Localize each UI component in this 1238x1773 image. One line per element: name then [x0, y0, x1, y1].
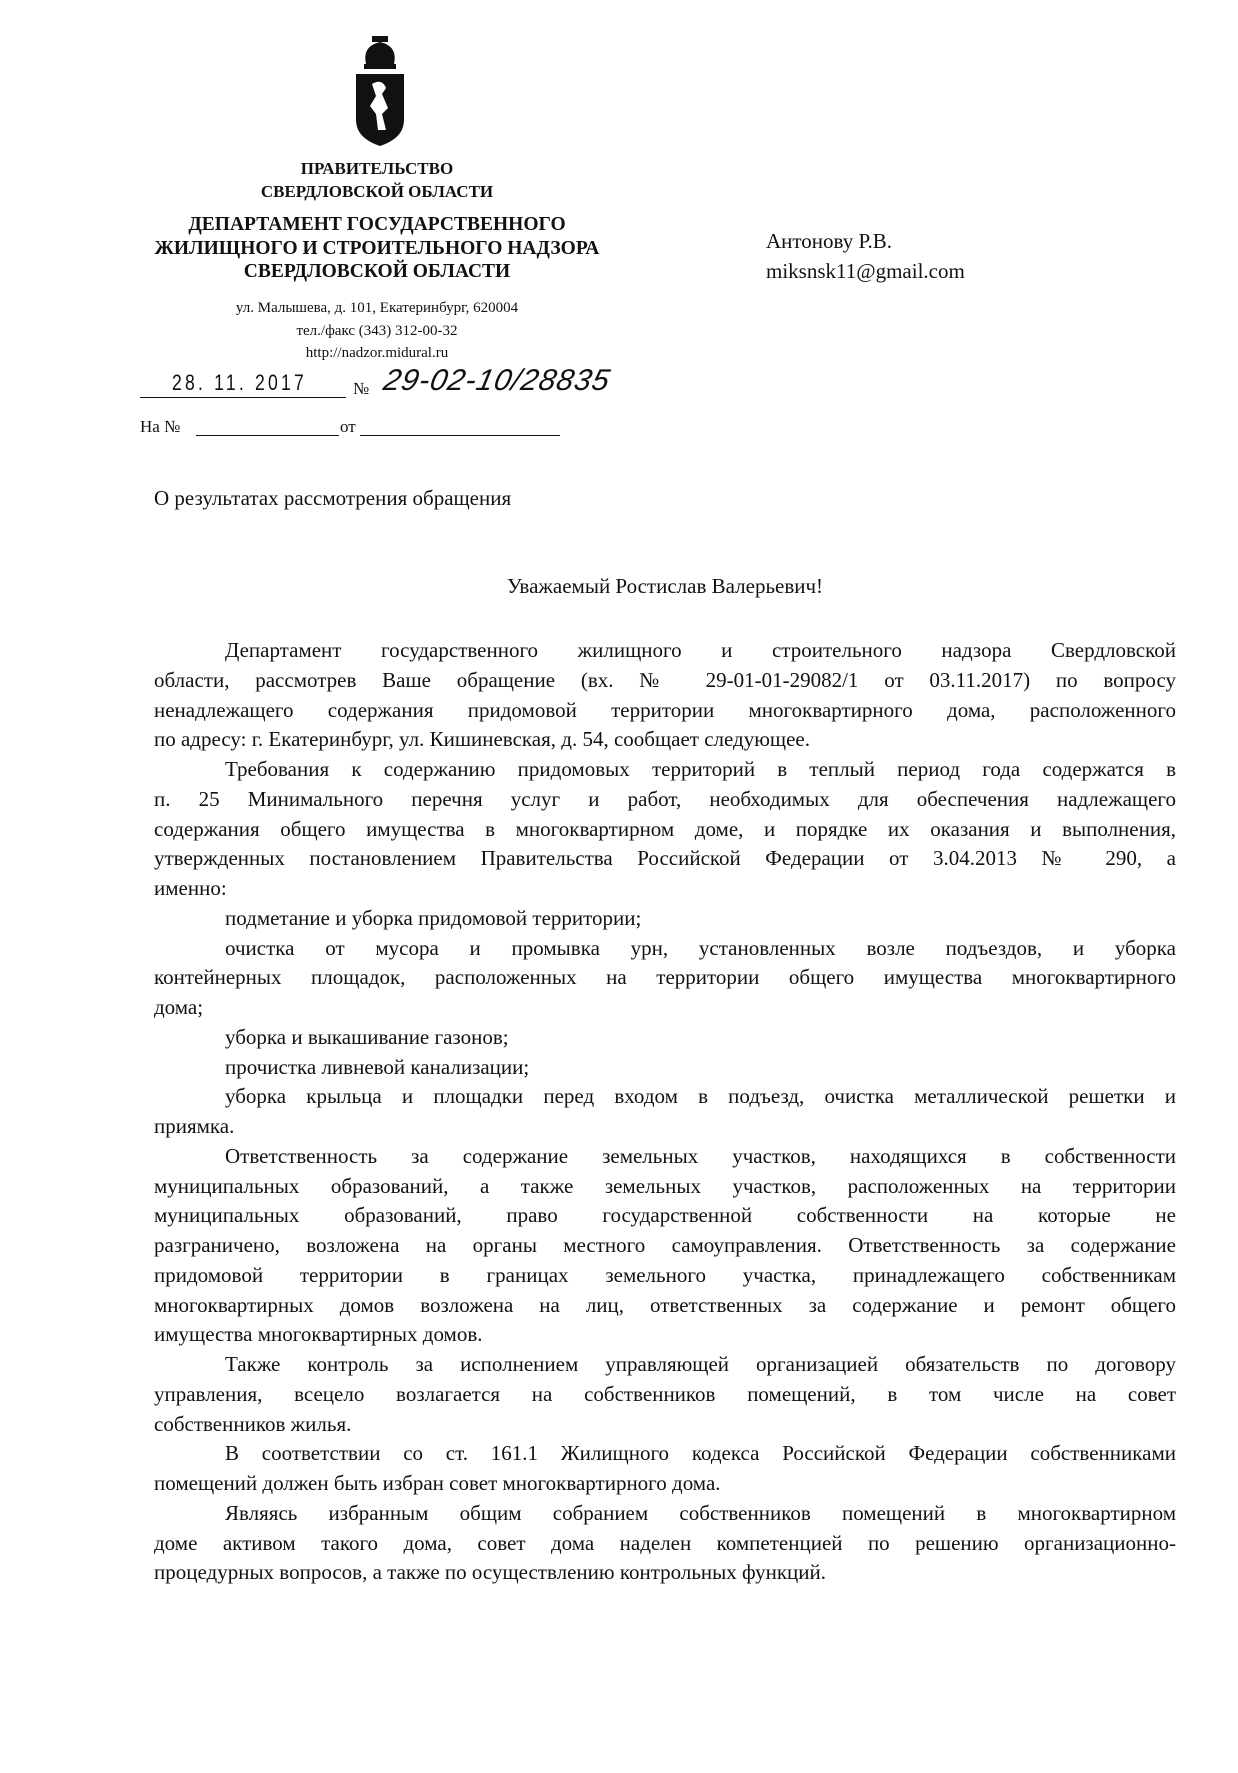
website: http://nadzor.midural.ru: [305, 345, 449, 361]
paragraph: [154, 904, 1176, 934]
paragraph-line: В соответствии со ст. 161.1 Жилищного кодекса Российской Федерации собственниками: [225, 1441, 1176, 1466]
government-name: [127, 157, 627, 203]
paragraph-line: управления, всецело возлагается на собственников помещений, в том числе на совет: [154, 1381, 1176, 1406]
paragraph-line: утвержденных постановлением Правительства Российской Федерации от 3.04.2013 № 290, а: [154, 846, 1176, 871]
recipient-name: Антонову Р.В.: [766, 229, 893, 253]
paragraph-line: прочистка ливневой канализации;: [225, 1054, 530, 1079]
paragraph-line: содержания общего имущества в многоквартирном доме, и порядке их оказания и выполнения,: [154, 816, 1176, 841]
department-line: ЖИЛИЩНОГО И СТРОИТЕЛЬНОГО НАДЗОРА: [154, 237, 600, 259]
paragraph-line: контейнерных площадок, расположенных на территории общего имущества многоквартирного: [154, 965, 1176, 990]
paragraph: [154, 1439, 1176, 1499]
paragraph: [154, 1142, 1176, 1350]
postal-address: ул. Малышева, д. 101, Екатеринбург, 620004: [235, 300, 519, 316]
outgoing-number: 29-02-10/28835: [380, 364, 614, 397]
paragraph-line: области, рассмотрев Ваше обращение (вх. № 29-01-01-29082/1 от 03.11.2017) по вопросу: [154, 667, 1176, 692]
letter-body: [154, 636, 1176, 1588]
paragraph-line: доме активом такого дома, совет дома наделен компетенцией по решению организационно-: [154, 1530, 1176, 1555]
paragraph-line: уборка крыльца и площадки перед входом в подъезд, очистка металлической решетки и: [225, 1084, 1176, 1109]
greeting: Уважаемый Ростислав Валерьевич!: [506, 574, 824, 598]
government-line: СВЕРДЛОВСКОЙ ОБЛАСТИ: [260, 182, 494, 201]
government-line: ПРАВИТЕЛЬСТВО: [300, 159, 454, 178]
paragraph-line: Ответственность за содержание земельных участков, находящихся в собственности: [225, 1143, 1176, 1168]
paragraph: [154, 1082, 1176, 1142]
paragraph-line: процедурных вопросов, а также по осуществлению контрольных функций.: [154, 1560, 826, 1585]
paragraph-line: муниципальных образований, а также земельных участков, расположенных на территории: [154, 1173, 1176, 1198]
paragraph-line: приямка.: [154, 1114, 235, 1138]
date-underline: [140, 397, 346, 398]
paragraph-line: по адресу: г. Екатеринбург, ул. Кишиневская, д. 54, сообщает следующее.: [154, 727, 810, 752]
paragraph-line: многоквартирных домов возложена на лиц, ответственных за содержание и ремонт общего: [154, 1292, 1176, 1317]
paragraph-line: разграничено, возложена на органы местного самоуправления. Ответственность за содержание: [154, 1233, 1176, 1257]
recipient-email: miksnsk11@gmail.com: [766, 259, 965, 283]
reference-number-label: На №: [140, 417, 181, 436]
paragraph-line: собственников жилья.: [154, 1411, 352, 1436]
paragraph: [154, 755, 1176, 904]
paragraph-line: помещений должен быть избран совет многоквартирного дома.: [154, 1471, 721, 1495]
paragraph-line: Требования к содержанию придомовых территорий в теплый период года содержатся в: [225, 757, 1176, 781]
paragraph-line: подметание и уборка придомовой территории;: [225, 905, 642, 930]
reference-date-label: от: [340, 417, 356, 436]
paragraph-line: очистка от мусора и промывка урн, установленных возле подъездов, и уборка: [225, 935, 1176, 960]
paragraph-line: п. 25 Минимального перечня услуг и работ, необходимых для обеспечения надлежащего: [154, 786, 1176, 811]
paragraph-line: ненадлежащего содержания придомовой территории многоквартирного дома, расположенного: [154, 697, 1176, 722]
department-contacts: [127, 297, 627, 365]
paragraph-line: Также контроль за исполнением управляющей организацией обязательств по договору: [225, 1352, 1176, 1376]
department-name: [127, 213, 627, 284]
department-line: СВЕРДЛОВСКОЙ ОБЛАСТИ: [243, 261, 511, 282]
paragraph-line: дома;: [154, 995, 204, 1019]
paragraph-line: именно:: [154, 876, 227, 900]
paragraph-line: имущества многоквартирных домов.: [154, 1322, 483, 1347]
coat-of-arms-emblem: [352, 34, 408, 148]
recipient-block: [766, 226, 965, 286]
paragraph: [154, 1350, 1176, 1439]
paragraph-line: придомовой территории в границах земельного участка, принадлежащего собственникам: [154, 1262, 1176, 1287]
paragraph-line: Являясь избранным общим собранием собственников помещений в многоквартирном: [225, 1500, 1176, 1525]
paragraph-line: Департамент государственного жилищного и строительного надзора Свердловской: [225, 638, 1176, 662]
paragraph: [154, 1053, 1176, 1083]
letter-subject: О результатах рассмотрения обращения: [154, 486, 512, 510]
reference-number-line: [196, 435, 339, 436]
phone-fax: тел./факс (343) 312-00-32: [296, 322, 458, 339]
paragraph-line: муниципальных образований, право государственной собственности на которые не: [154, 1203, 1176, 1228]
paragraph: [154, 636, 1176, 755]
paragraph: [154, 934, 1176, 1023]
paragraph: [154, 1499, 1176, 1588]
paragraph-line: уборка и выкашивание газонов;: [225, 1024, 509, 1049]
reference-date-line: [360, 435, 560, 436]
number-label: №: [353, 379, 370, 398]
outgoing-date: 28. 11. 2017: [172, 370, 307, 395]
paragraph: [154, 1023, 1176, 1053]
department-line: ДЕПАРТАМЕНТ ГОСУДАРСТВЕННОГО: [188, 214, 566, 235]
